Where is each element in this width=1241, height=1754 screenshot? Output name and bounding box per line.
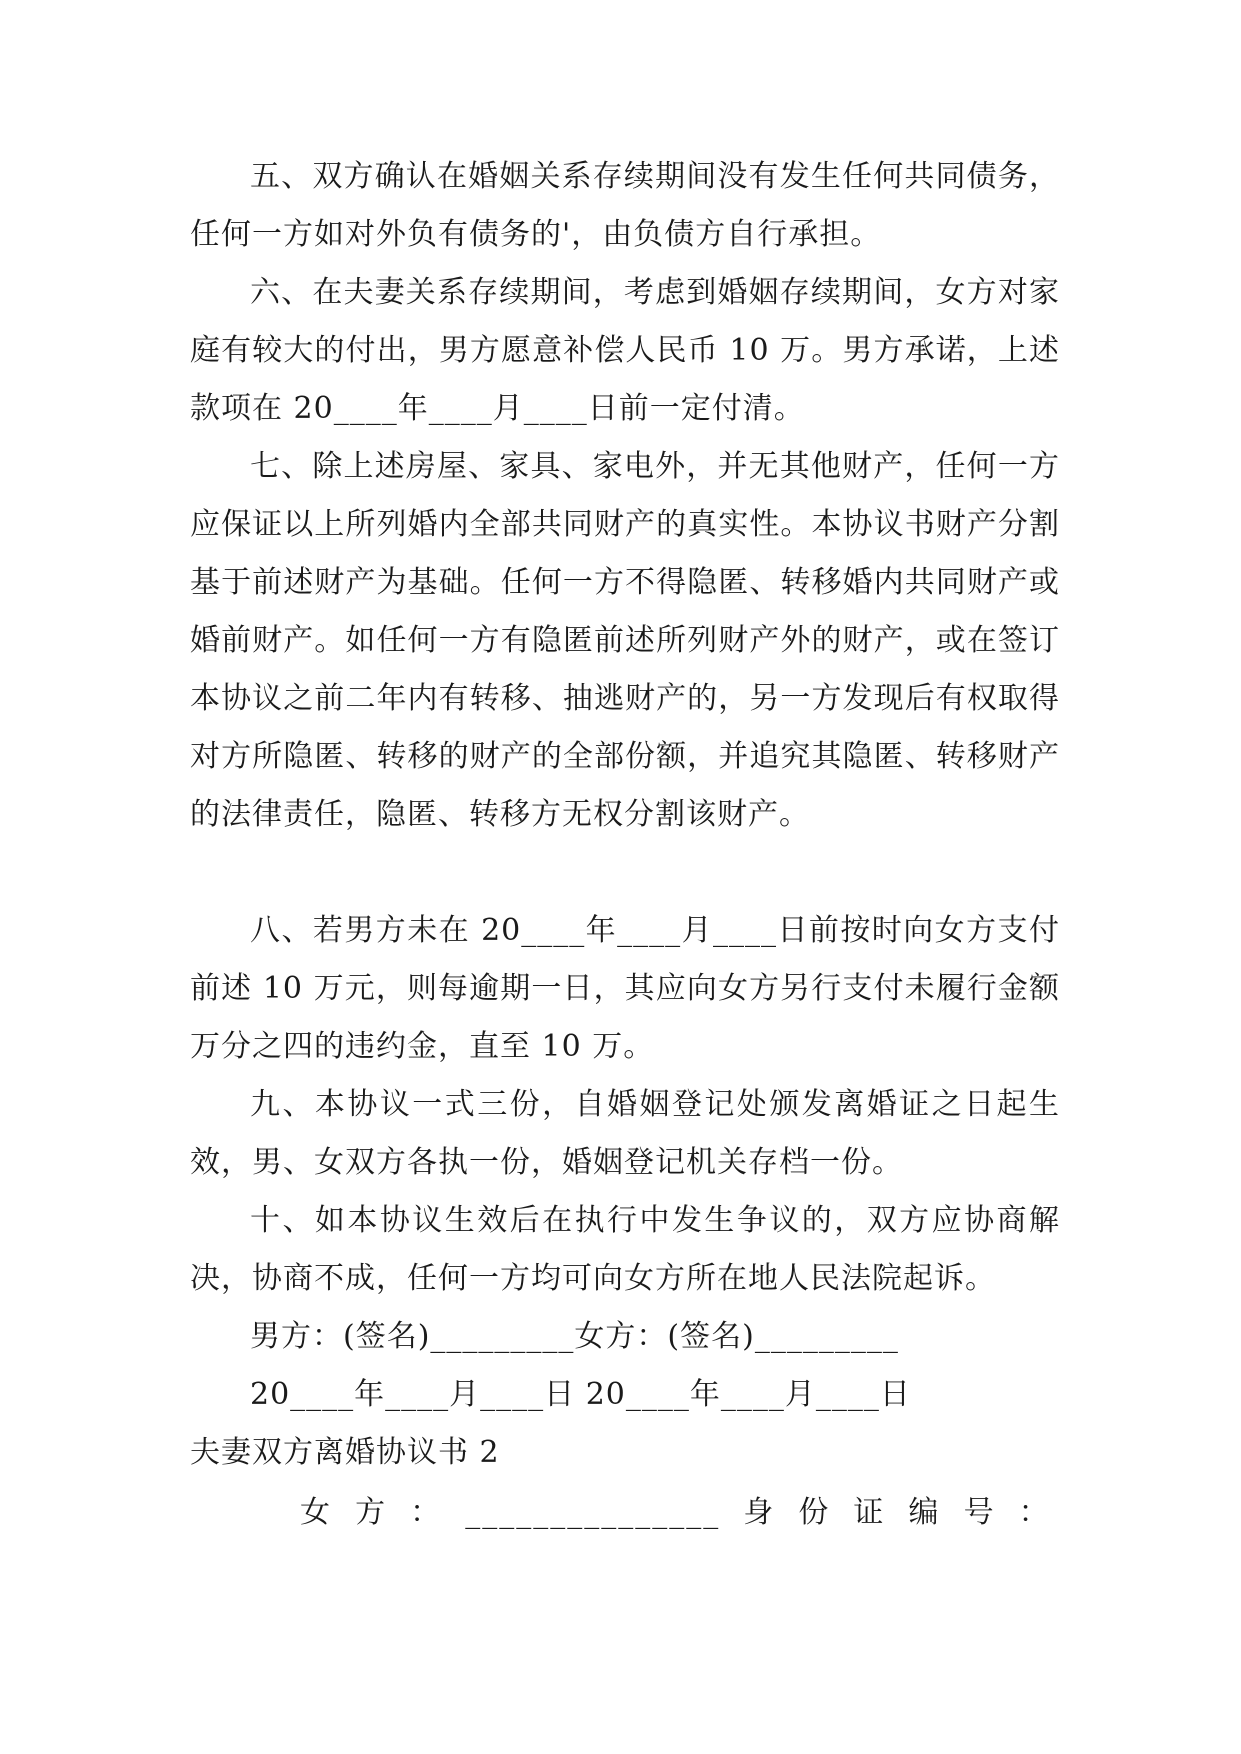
signature-line: 男方：(签名)_________女方：(签名)_________ bbox=[250, 1319, 899, 1354]
clause-ten: 十、如本协议生效后在执行中发生争议的，双方应协商解决，协商不成，任何一方均可向女方所在地人民法院起诉。 bbox=[190, 1203, 1060, 1296]
clause-seven: 七、除上述房屋、家具、家电外，并无其他财产，任何一方应保证以上所列婚内全部共同财产的真实性。本协议书财产分割基于前述财产为基础。任何一方不得隐匿、转移婚内共同财产或婚前财产。如任何一方有隐匿前述所列财产外的财产，或在签订本协议之前二年内有转移、抽逃财产的，另一方发现后有权取得对方所隐匿、转移的财产的全部份额，并追究其隐匿、转移财产的法律责任，隐匿、转移方无权分割该财产。 bbox=[190, 449, 1060, 832]
date-line: 20____年____月____日 20____年____月____日 bbox=[250, 1377, 911, 1412]
next-document-title: 夫妻双方离婚协议书 2 bbox=[190, 1435, 500, 1470]
clause-eight: 八、若男方未在 20____年____月____日前按时向女方支付前述 10 万元，则每逾期一日，其应向女方另行支付未履行金额万分之四的违约金，直至 10 万。 bbox=[190, 913, 1060, 1064]
female-id-line: 女 方 ： _______________ 身 份 证 编 号 ： bbox=[300, 1495, 1051, 1530]
clause-six: 六、在夫妻关系存续期间，考虑到婚姻存续期间，女方对家庭有较大的付出，男方愿意补偿人民币 10 万。男方承诺，上述款项在 20____年____月____日前一定付清。 bbox=[190, 275, 1060, 426]
clause-five: 五、双方确认在婚姻关系存续期间没有发生任何共同债务，任何一方如对外负有债务的'，由负债方自行承担。 bbox=[190, 159, 1060, 252]
clause-nine: 九、本协议一式三份，自婚姻登记处颁发离婚证之日起生效，男、女双方各执一份，婚姻登记机关存档一份。 bbox=[190, 1087, 1060, 1180]
